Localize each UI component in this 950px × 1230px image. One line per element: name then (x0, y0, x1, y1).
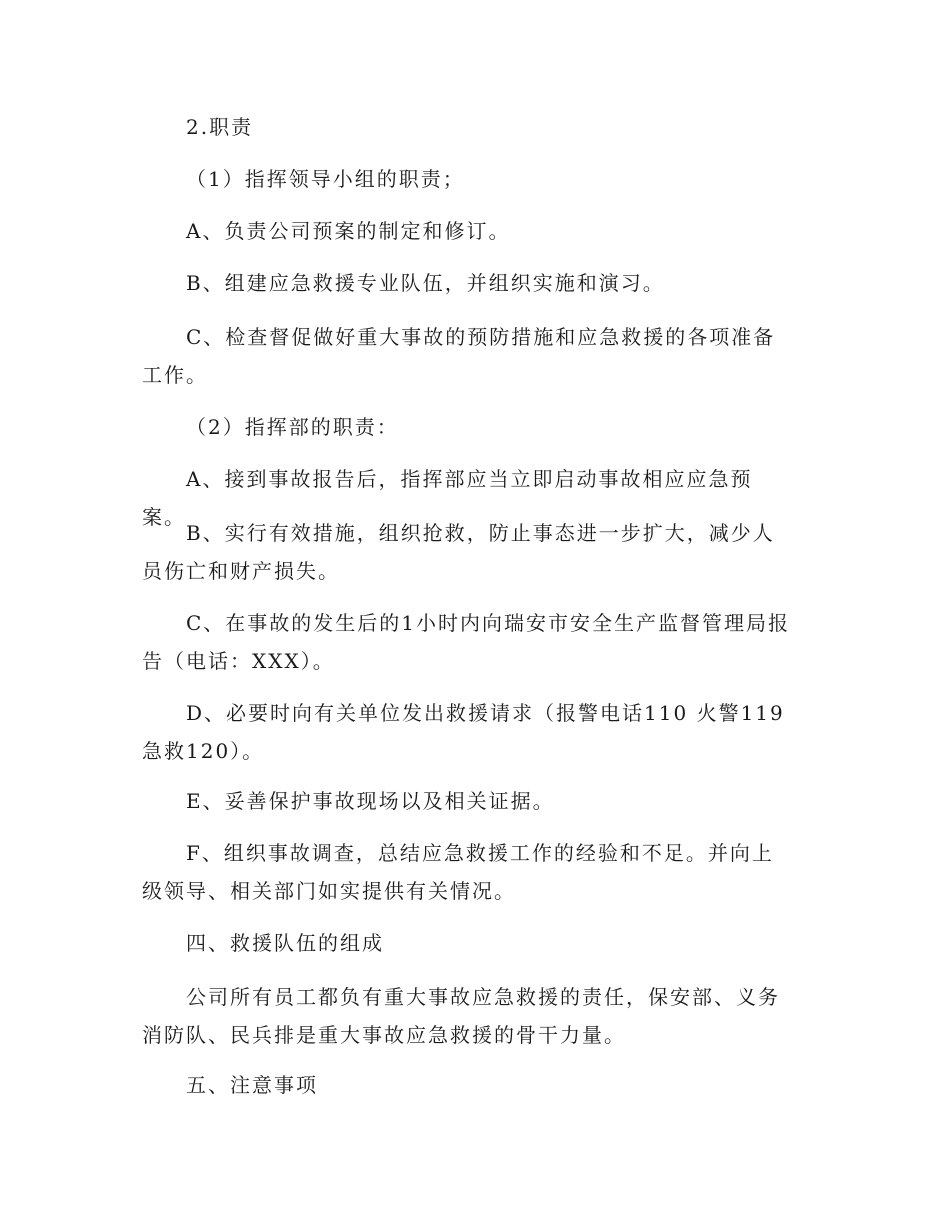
paragraph-item-d2: D、必要时向有关单位发出救援请求（报警电话110 火警119 急救120）。 (142, 701, 785, 763)
subheading-leadership-group-duties: （1）指挥领导小组的职责； (186, 167, 465, 191)
subheading-command-duties: （2）指挥部的职责： (186, 415, 399, 439)
paragraph-item-b1: B、组建应急救援专业队伍，并组织实施和演习。 (186, 271, 665, 295)
paragraph-item-a2: A、接到事故报告后，指挥部应当立即启动事故相应应急预案。 (142, 467, 753, 529)
section-heading-duties: 2.职责 (186, 115, 254, 139)
paragraph-item-c1: C、检查督促做好重大事故的预防措施和应急救援的各项准备工作。 (142, 325, 776, 387)
paragraph-item-c2: C、在事故的发生后的1小时内向瑞安市安全生产监督管理局报告（电话：XXX）。 (142, 611, 791, 673)
section-heading-precautions: 五、注意事项 (186, 1073, 318, 1097)
paragraph-item-e2: E、妥善保护事故现场以及相关证据。 (186, 789, 555, 813)
paragraph-item-b2: B、实行有效措施，组织抢救，防止事态进一步扩大，减少人员伤亡和财产损失。 (142, 521, 775, 583)
paragraph-item-f2: F、组织事故调查，总结应急救援工作的经验和不足。并向上级领导、相关部门如实提供有关情况。 (142, 841, 774, 903)
paragraph-team-composition: 公司所有员工都负有重大事故应急救援的责任，保安部、义务消防队、民兵排是重大事故应急救援的骨干力量。 (142, 985, 780, 1047)
section-heading-team-composition: 四、救援队伍的组成 (186, 931, 384, 955)
paragraph-item-a1: A、负责公司预案的制定和修订。 (186, 219, 511, 243)
